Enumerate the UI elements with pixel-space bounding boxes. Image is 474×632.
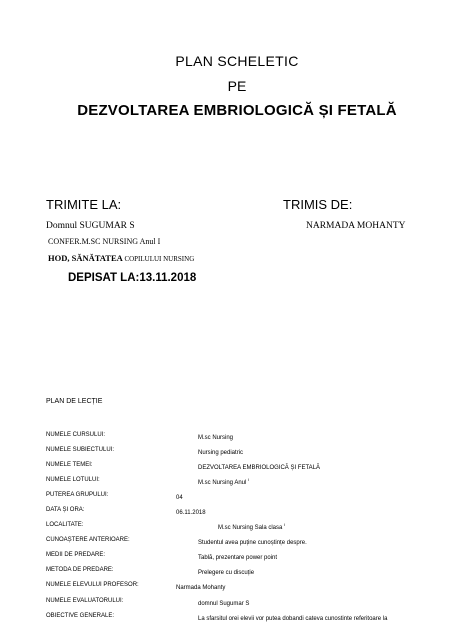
title-line-3: DEZVOLTAREA EMBRIOLOGICĂ ȘI FETALĂ — [77, 102, 397, 119]
row-value: Nursing pediatric — [198, 450, 244, 456]
row-label: MEDII DE PREDARE: — [46, 552, 106, 558]
row-label: NUMELE LOTULUI: — [46, 477, 100, 483]
row-value: Tablă, prezentare power point — [198, 555, 278, 561]
row-label: LOCALITATE: — [46, 522, 84, 528]
row-value: 04 — [176, 495, 183, 501]
row-value: Prelegere cu discuție — [198, 570, 255, 576]
row-value: M.sc Nursing — [198, 435, 234, 441]
row-value: M.sc Nursing Sala clasa $^I$ — [218, 522, 286, 531]
row-value: domnul Sugumar S — [198, 601, 250, 607]
row-label: NUMELE CURSULUI: — [46, 432, 106, 438]
recipient-title: CONFER.M.SC NURSING Anul I — [48, 237, 161, 246]
row-value: La sfarsitul orei elevii vor putea dobandi cateva cunostinte referitoare la — [198, 616, 388, 622]
deposit-date: DEPISAT LA:13.11.2018 — [68, 272, 197, 284]
sender-name: NARMADA MOHANTY — [306, 221, 406, 231]
row-label: METODA DE PREDARE: — [46, 567, 114, 573]
row-label: PUTEREA GRUPULUI: — [46, 492, 109, 498]
sent-by-heading: TRIMIS DE: — [283, 197, 353, 212]
recipient-name: Domnul SUGUMAR S — [46, 221, 135, 231]
sent-to-heading: TRIMITE LA: — [46, 197, 122, 212]
row-label: CUNOAȘTERE ANTERIOARE: — [46, 537, 130, 543]
row-value: Narmada Mohanty — [176, 585, 226, 591]
row-value: 06.11.2018 — [176, 510, 206, 516]
row-label: OBIECTIVE GENERALE: — [46, 613, 115, 619]
row-label: NUMELE SUBIECTULUI: — [46, 447, 115, 453]
row-value: M.sc Nursing Anul $^I$ — [198, 477, 250, 486]
title-line-2: PE — [227, 78, 247, 94]
row-label: NUMELE TEMEI: — [46, 462, 93, 468]
row-value: Studentul avea puține cunoștințe despre. — [198, 540, 307, 546]
recipient-department — [48, 253, 194, 263]
lesson-plan-heading: PLAN DE LECȚIE — [46, 398, 103, 405]
row-label: DATA ȘI ORA: — [46, 507, 85, 513]
recipient-department-main: HOD, SĂNĂTATEA — [48, 253, 125, 263]
row-label: NUMELE ELEVULUI PROFESOR: — [46, 582, 139, 588]
row-value: DEZVOLTAREA EMBRIOLOGICĂ ȘI FETALĂ — [198, 465, 321, 471]
row-label: NUMELE EVALUATORULUI: — [46, 598, 124, 604]
recipient-department-small: COPILULUI NURSING — [124, 255, 195, 263]
title-line-1: PLAN SCHELETIC — [175, 53, 299, 69]
